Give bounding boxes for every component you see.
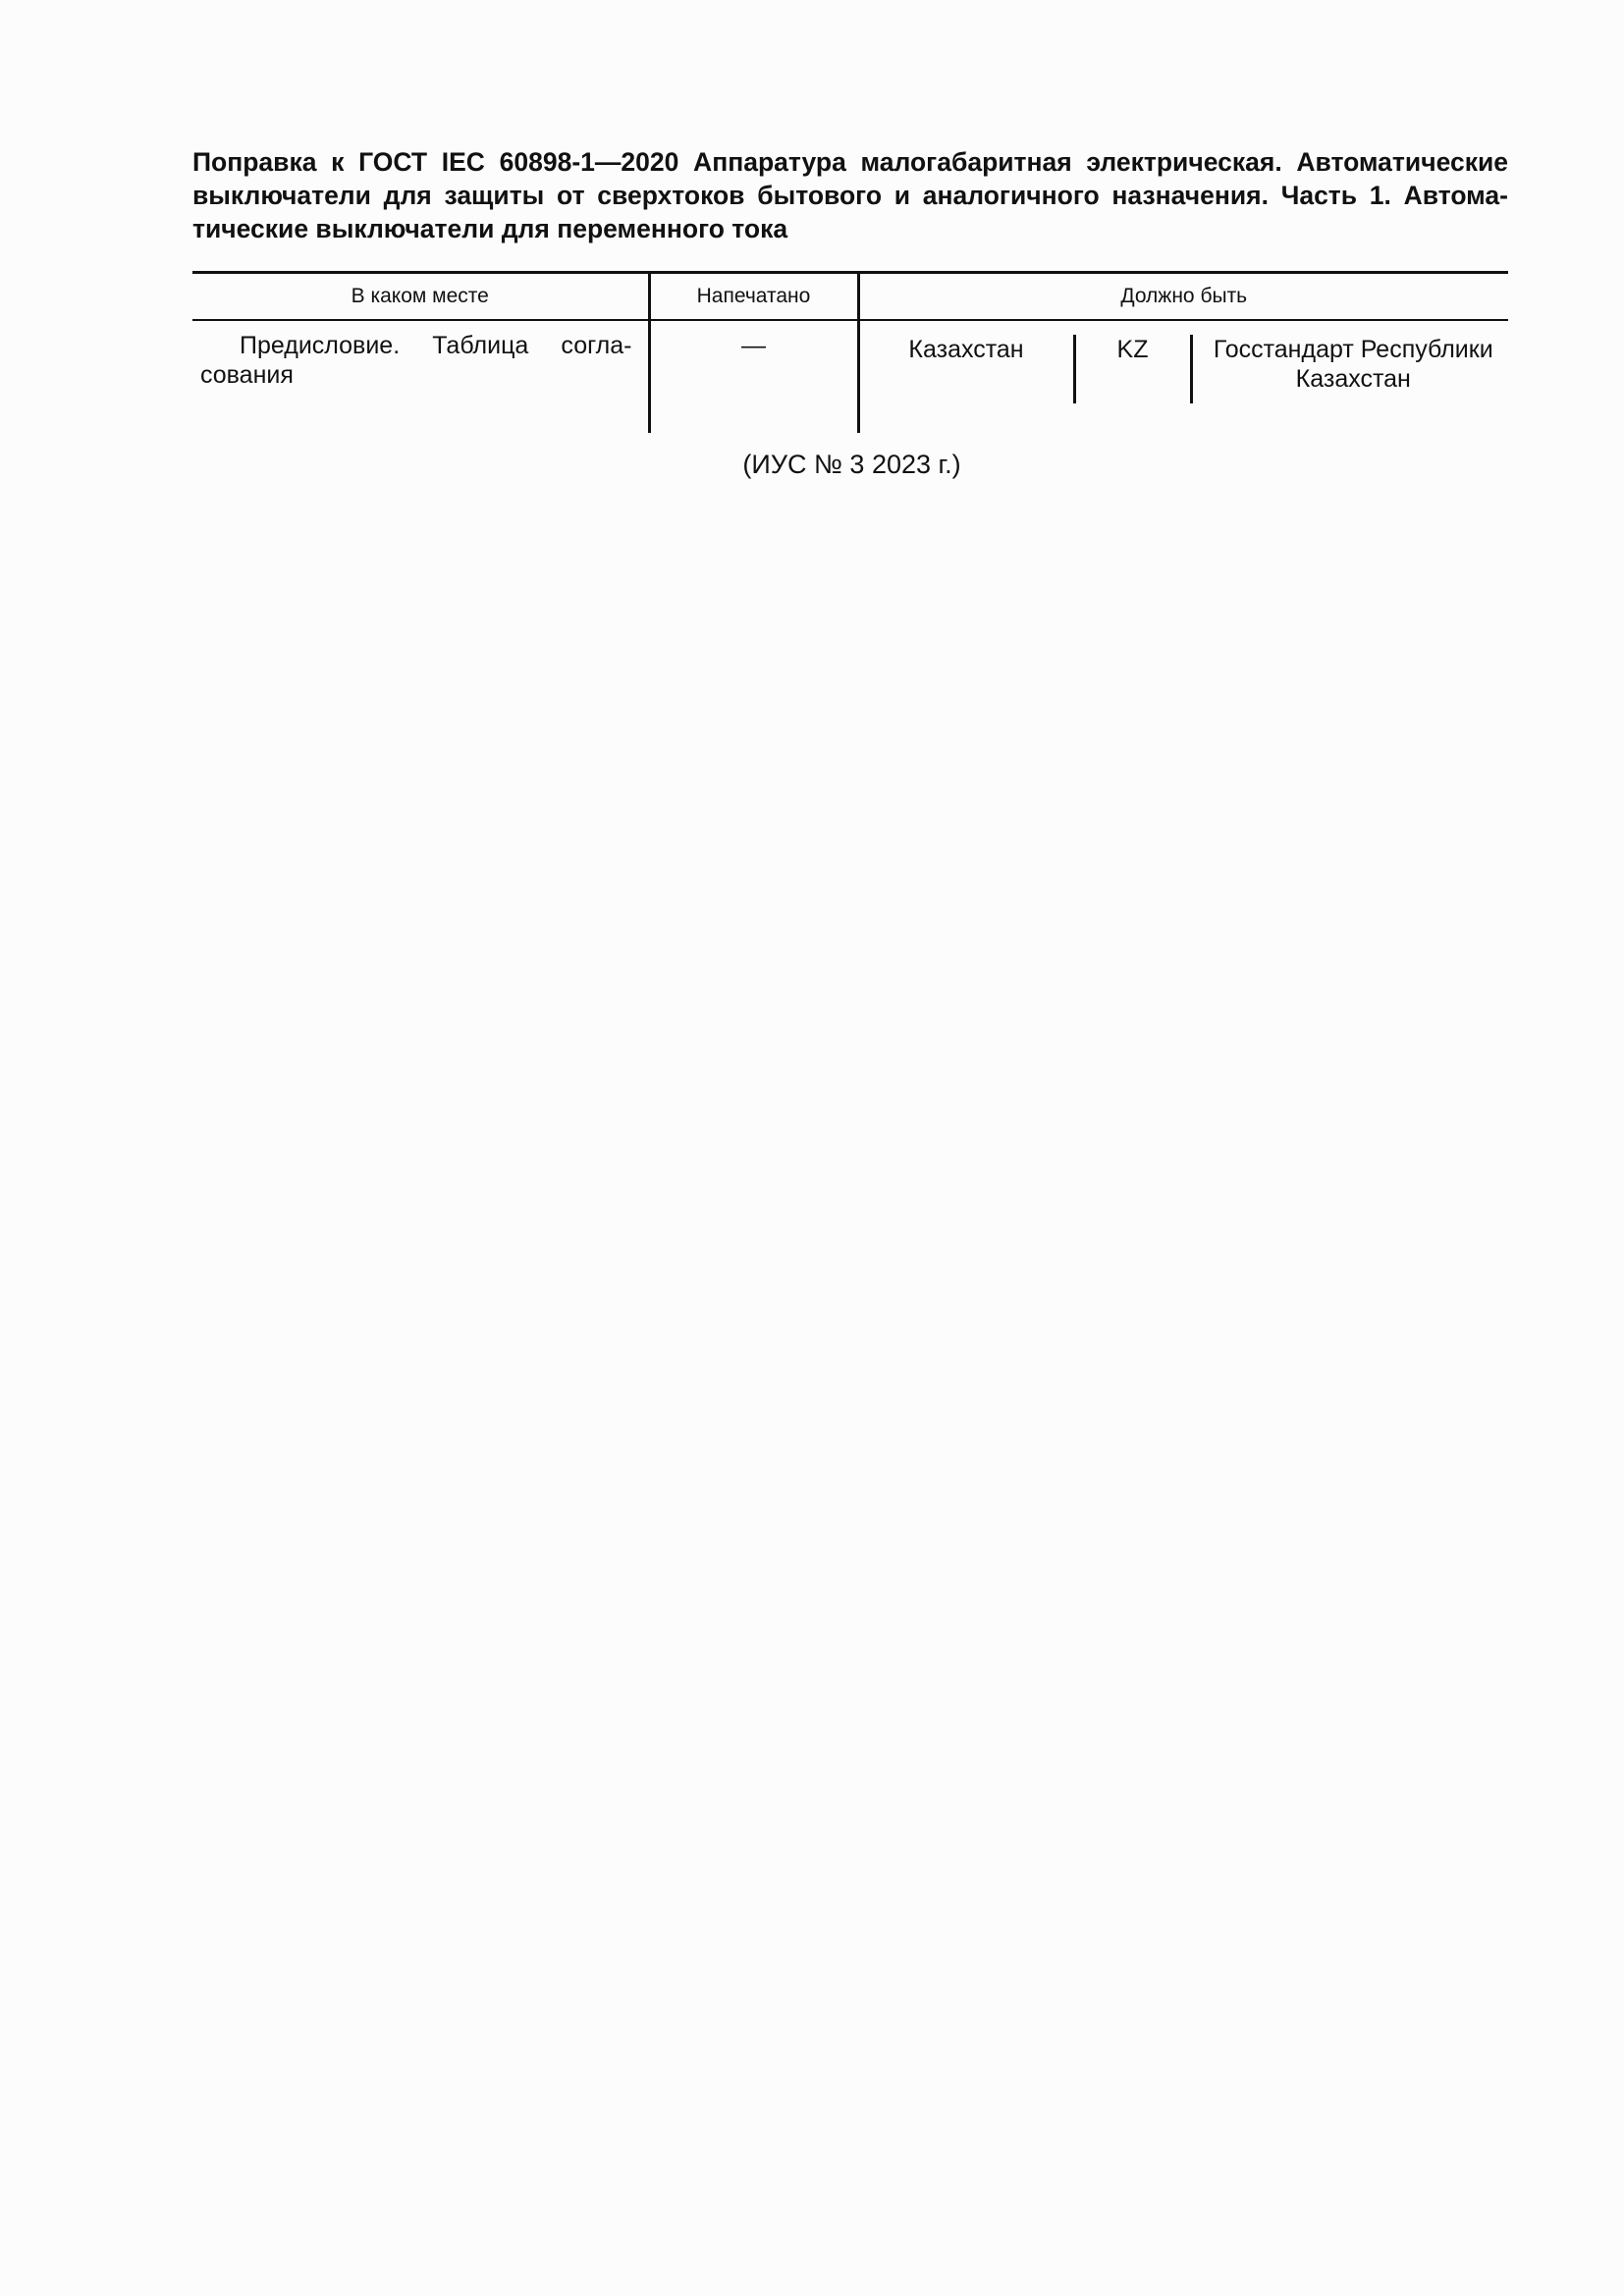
place-line-2: сования xyxy=(200,361,294,389)
organization-line-2: Казахстан xyxy=(1295,365,1411,393)
header-should-be: Должно быть xyxy=(858,273,1508,321)
organization-line-1: Госстандарт Республики xyxy=(1213,336,1493,363)
title-line-1: Поправка к ГОСТ IEC 60898-1—2020 Аппаратура малогабаритная электрическая. Автоматические xyxy=(192,147,1508,177)
should-be-subrow xyxy=(860,335,1509,403)
table-row xyxy=(192,320,1508,433)
title-line-3: тические выключатели для переменного тока xyxy=(192,214,788,243)
cell-should-be xyxy=(858,320,1508,433)
should-be-country: Казахстан xyxy=(860,335,1076,403)
source-reference: (ИУС № 3 2023 г.) xyxy=(742,450,961,479)
should-be-code: KZ xyxy=(1076,335,1193,403)
document-title xyxy=(192,145,1508,245)
should-be-organization xyxy=(1193,335,1509,403)
cell-printed: — xyxy=(649,320,858,433)
place-line-1: Предисловие. Таблица согла- xyxy=(240,332,632,359)
cell-place xyxy=(192,320,649,433)
title-line-2: выключатели для защиты от сверхтоков бытового и аналогичного назначения. Часть 1. Автома- xyxy=(192,181,1508,210)
header-printed: Напечатано xyxy=(649,273,858,321)
table-header-row xyxy=(192,273,1508,321)
amendment-table xyxy=(192,271,1508,433)
header-place: В каком месте xyxy=(192,273,649,321)
